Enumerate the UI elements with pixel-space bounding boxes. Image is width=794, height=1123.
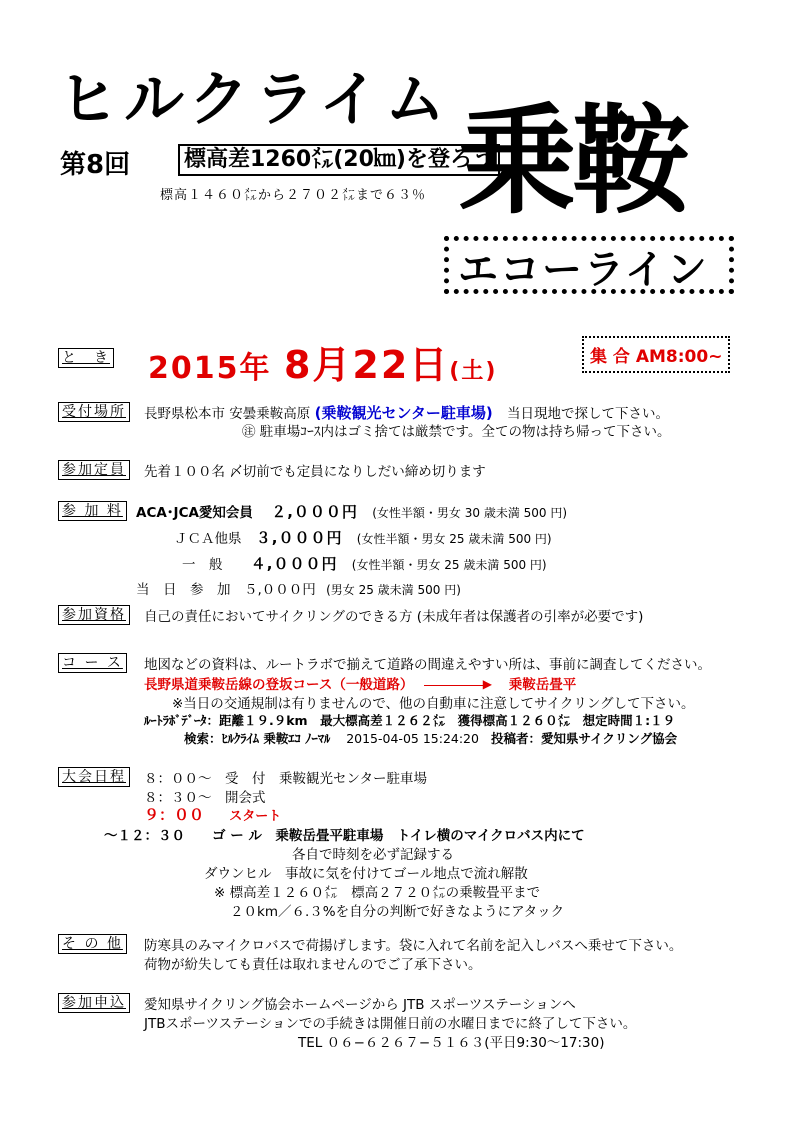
venue-caution: ㊟ 駐車場ｺｰｽ内はゴミ捨ては厳禁です。全ての物は持ち帰って下さい。 [242, 424, 671, 440]
schedule-reception: ８：００～ 受 付 乗鞍観光センター駐車場 [144, 771, 427, 787]
schedule-attack-note: ２０km／６.３%を自分の判断で好きなようにアタック [230, 904, 565, 920]
capacity-label: 参加定員 [58, 460, 130, 480]
course-routelab-data: ﾙｰﾄﾗﾎﾞﾃﾞｰﾀ：距離１９.９km 最大標高差１２６２㍍ 獲得標高１２６０㍍ 想定時間１:１９ [144, 713, 676, 728]
schedule-start [144, 804, 281, 825]
search-keywords: 検索：ﾋﾙｸﾗｲﾑ 乗鞍ｴｺ ﾉｰﾏﾙ [184, 731, 331, 746]
venue-note: 当日現地で探して下さい。 [507, 406, 670, 422]
venue-place: (乗鞍観光センター駐車場) [314, 404, 493, 422]
other-line1: 防寒具のみマイクロバスで荷揚げします。袋に入れて名前を記入しバスへ乗せて下さい。 [144, 938, 683, 954]
fee-category: ＪＣＡ他県 [174, 531, 242, 547]
schedule-opening: ８：３０～ 開会式 [144, 790, 266, 806]
course-intro: 地図などの資料は、ルートラボで揃えて道路の間違えやすい所は、事前に調査してください。 [144, 657, 711, 673]
fee-note: (女性半額・男女 25 歳未満 500 円) [351, 558, 547, 572]
apply-line2: JTBスポーツステーションでの手続きは開催日前の水曜日までに終了して下さい。 [144, 1016, 637, 1032]
fee-label: 参 加 料 [58, 501, 127, 521]
arrow-right-icon: ▶ [424, 685, 486, 686]
event-date [148, 334, 497, 389]
apply-line1: 愛知県サイクリング協会ホームページから JTB スポーツステーションへ [144, 997, 576, 1013]
fee-note: (女性半額・男女 30 歳未満 500 円) [372, 506, 568, 520]
schedule-label: 大会日程 [58, 767, 130, 787]
date-weekday: (土) [449, 359, 498, 384]
fee-price: ３,０００円 [255, 529, 343, 547]
course-search [184, 729, 677, 747]
fee-row [136, 501, 567, 522]
headline-box: 標高差1260㍍(20㎞)を登ろう [178, 144, 500, 176]
fee-row [174, 527, 552, 548]
schedule-goal: ～１２：３０ ゴ ー ル 乗鞍岳畳平駐車場 トイレ横のマイクロバス内にて [104, 828, 585, 844]
apply-tel: TEL ０６−６２６７−５１６３(平日9:30～17:30) [298, 1035, 605, 1051]
other-line2: 荷物が紛失しても責任は取れませんのでご了承下さい。 [144, 957, 482, 973]
edition-number: 第8回 [60, 150, 131, 180]
eco-line-title: エコーライン [458, 247, 709, 293]
venue-address: 長野県松本市 安曇乗鞍高原 [144, 406, 311, 422]
qualification-label: 参加資格 [58, 605, 130, 625]
fee-price: ２,０００円 [271, 503, 358, 521]
schedule-downhill: ダウンヒル 事故に気を付けてゴール地点で流れ解散 [204, 866, 528, 882]
route-to: 乗鞍岳畳平 [508, 677, 577, 693]
search-timestamp: 2015-04-05 15:24:20 [346, 731, 479, 746]
fee-category: 一 般 [182, 557, 223, 573]
fee-category: ACA･JCA愛知会員 [136, 505, 253, 521]
fee-sameday-note: (男女 25 歳未満 500 円) [326, 583, 461, 597]
qualification-text: 自己の責任においてサイクリングのできる方 (未成年者は保護者の引率が必要です) [144, 609, 644, 625]
fee-row [182, 553, 547, 574]
norikura-title: 乗鞍 [458, 92, 687, 230]
date-month-day: 8月22日 [283, 343, 450, 387]
venue-label: 受付場所 [58, 402, 130, 422]
search-poster: 投稿者：愛知県サイクリング協会 [490, 731, 678, 746]
schedule-elevation-note: ※ 標高差１２６０㍍ 標高２７２０㍍の乗鞍畳平まで [214, 885, 541, 901]
date-year: 2015年 [148, 351, 272, 386]
start-label: スタート [229, 809, 282, 824]
start-time: ９：００ [144, 806, 205, 824]
course-traffic-note: ※当日の交通規制は有りませんので、他の自動車に注意してサイクリングして下さい。 [172, 696, 695, 712]
fee-sameday [136, 578, 461, 598]
other-label: そ の 他 [58, 934, 127, 954]
apply-label: 参加申込 [58, 993, 130, 1013]
fee-note: (女性半額・男女 25 歳未満 500 円) [356, 532, 552, 546]
fee-sameday-text: 当 日 参 加 ５,０００円 [136, 582, 316, 598]
fee-price: ４,０００円 [250, 555, 338, 573]
capacity-text: 先着１００名 〆切前でも定員になりしだい締め切ります [144, 464, 486, 480]
course-label: コ ー ス [58, 653, 127, 673]
event-title: ヒルクライム [58, 65, 451, 135]
date-label: と き [58, 348, 114, 368]
course-route [144, 673, 576, 693]
schedule-record-note: 各自で時刻を必ず記録する [292, 847, 454, 863]
gather-time-badge: 集 合 AM8:00~ [582, 336, 730, 373]
route-from: 長野県道乗鞍岳線の登坂コース（一般道路） [144, 677, 414, 693]
elevation-subline: 標高１４６０㍍から２７０２㍍まで６３％ [160, 188, 427, 203]
